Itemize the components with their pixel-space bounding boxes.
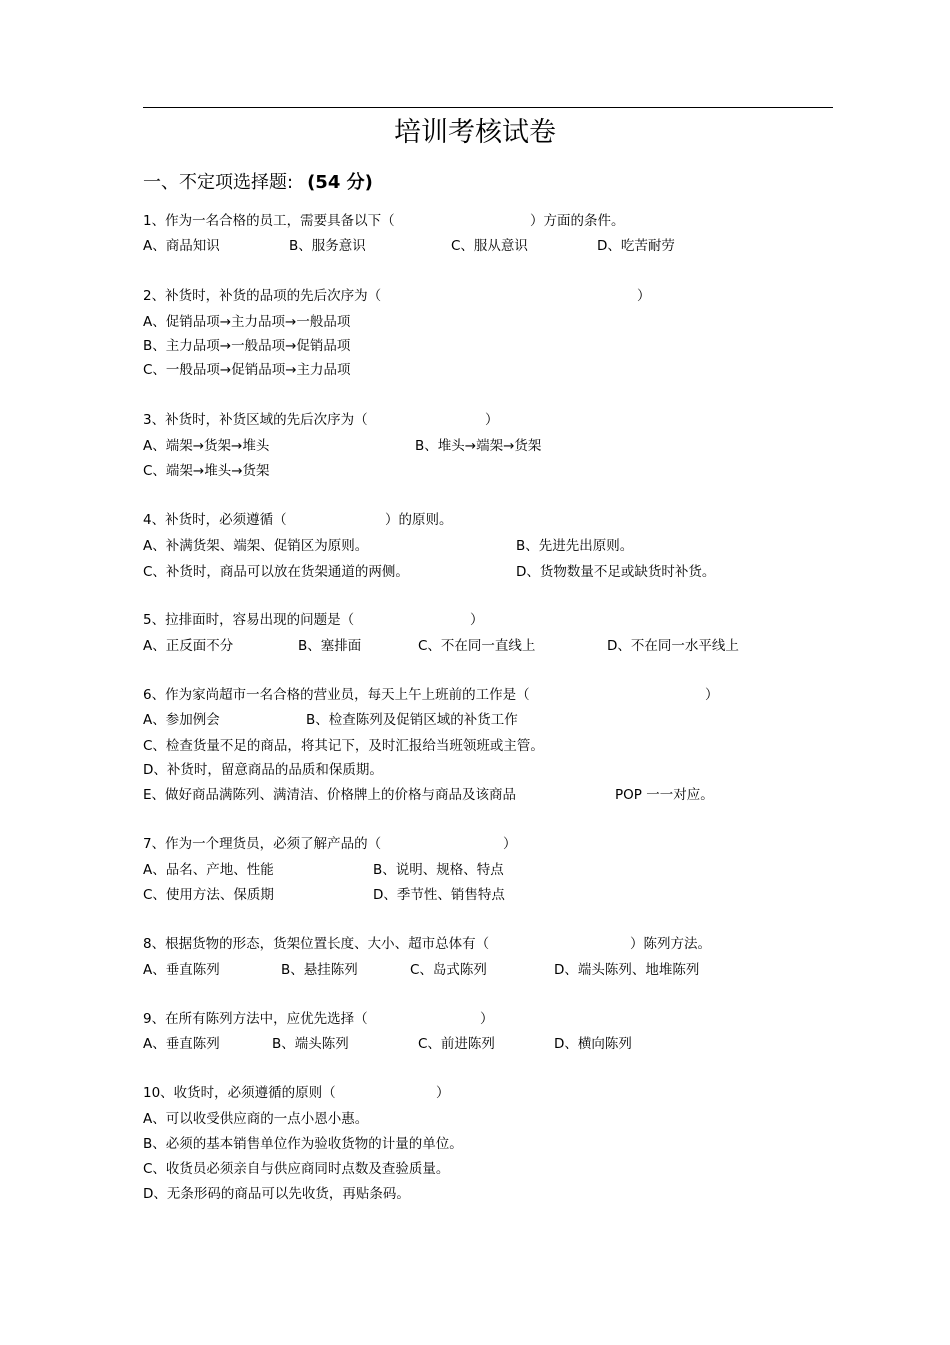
option: D、无条形码的商品可以先收货，再贴条码。 xyxy=(143,1186,410,1202)
option: B、塞排面 xyxy=(298,638,362,654)
page-title: 培训考核试卷 xyxy=(394,117,556,148)
option: D、季节性、销售特点 xyxy=(373,887,505,903)
option: C、端架→堆头→货架 xyxy=(143,463,270,479)
section-title: 一、不定项选择题: xyxy=(143,172,294,193)
section-heading xyxy=(143,168,373,198)
option: D、货物数量不足或缺货时补货。 xyxy=(516,564,716,580)
option: A、补满货架、端架、促销区为原则。 xyxy=(143,538,369,554)
option: D、吃苦耐劳 xyxy=(597,238,675,254)
question-stem-end: ）方面的条件。 xyxy=(530,213,625,229)
option: C、不在同一直线上 xyxy=(418,638,536,654)
option: B、必须的基本销售单位作为验收货物的计量的单位。 xyxy=(143,1136,463,1152)
option: C、收货员必须亲自与供应商同时点数及查验质量。 xyxy=(143,1161,450,1177)
option: A、可以收受供应商的一点小恩小惠。 xyxy=(143,1111,369,1127)
option: B、先进先出原则。 xyxy=(516,538,634,554)
option: C、服从意识 xyxy=(451,238,528,254)
question-stem-end: ）陈列方法。 xyxy=(630,936,711,952)
option: A、参加例会 xyxy=(143,712,220,728)
question-stem-end: ） xyxy=(485,412,499,428)
question-stem: 2、补货时，补货的品项的先后次序为（ xyxy=(143,288,382,304)
option: A、品名、产地、性能 xyxy=(143,862,274,878)
question-stem: 6、作为家尚超市一名合格的营业员，每天上午上班前的工作是（ xyxy=(143,687,530,703)
option: D、横向陈列 xyxy=(554,1036,632,1052)
option: B、主力品项→一般品项→促销品项 xyxy=(143,338,351,354)
option: D、端头陈列、地堆陈列 xyxy=(554,962,700,978)
option: B、堆头→端架→货架 xyxy=(415,438,542,454)
option: A、正反面不分 xyxy=(143,638,234,654)
option: C、前进陈列 xyxy=(418,1036,495,1052)
question-stem-end: ） xyxy=(480,1011,494,1027)
question-stem: 7、作为一个理货员，必须了解产品的（ xyxy=(143,836,382,852)
question-stem: 4、补货时，必须遵循（ xyxy=(143,512,287,528)
header-rule xyxy=(143,107,833,108)
option: D、补货时，留意商品的品质和保质期。 xyxy=(143,762,383,778)
question-stem: 3、补货时，补货区域的先后次序为（ xyxy=(143,412,368,428)
option: B、说明、规格、特点 xyxy=(373,862,504,878)
option: B、悬挂陈列 xyxy=(281,962,358,978)
option: C、补货时，商品可以放在货架通道的两侧。 xyxy=(143,564,409,580)
question-stem: 10、收货时，必须遵循的原则（ xyxy=(143,1085,336,1101)
option: B、端头陈列 xyxy=(272,1036,349,1052)
question-stem-end: ） xyxy=(637,288,651,304)
option: A、端架→货架→堆头 xyxy=(143,438,270,454)
option: E、做好商品满陈列、满清洁、价格牌上的价格与商品及该商品 xyxy=(143,787,517,803)
question-stem-end: ）的原则。 xyxy=(385,512,453,528)
question-stem: 5、拉排面时，容易出现的问题是（ xyxy=(143,612,355,628)
question-stem-end: ） xyxy=(503,836,517,852)
question-stem-end: ） xyxy=(705,687,719,703)
section-score: (54 分) xyxy=(307,172,373,193)
question-stem-end: ） xyxy=(436,1085,450,1101)
question-stem-end: ） xyxy=(470,612,484,628)
option: A、垂直陈列 xyxy=(143,1036,220,1052)
question-stem: 9、在所有陈列方法中，应优先选择（ xyxy=(143,1011,368,1027)
option: C、使用方法、保质期 xyxy=(143,887,274,903)
option: C、检查货量不足的商品，将其记下，及时汇报给当班领班或主管。 xyxy=(143,738,544,754)
option: C、岛式陈列 xyxy=(410,962,487,978)
question-stem: 8、根据货物的形态，货架位置长度、大小、超市总体有（ xyxy=(143,936,490,952)
option: A、商品知识 xyxy=(143,238,220,254)
option-continuation: POP 一一对应。 xyxy=(615,787,714,803)
question-stem: 1、作为一名合格的员工，需要具备以下（ xyxy=(143,213,395,229)
option: B、检查陈列及促销区域的补货工作 xyxy=(306,712,518,728)
option: C、一般品项→促销品项→主力品项 xyxy=(143,362,351,378)
option: D、不在同一水平线上 xyxy=(607,638,739,654)
option: A、垂直陈列 xyxy=(143,962,220,978)
option: B、服务意识 xyxy=(289,238,366,254)
option: A、促销品项→主力品项→一般品项 xyxy=(143,314,351,330)
